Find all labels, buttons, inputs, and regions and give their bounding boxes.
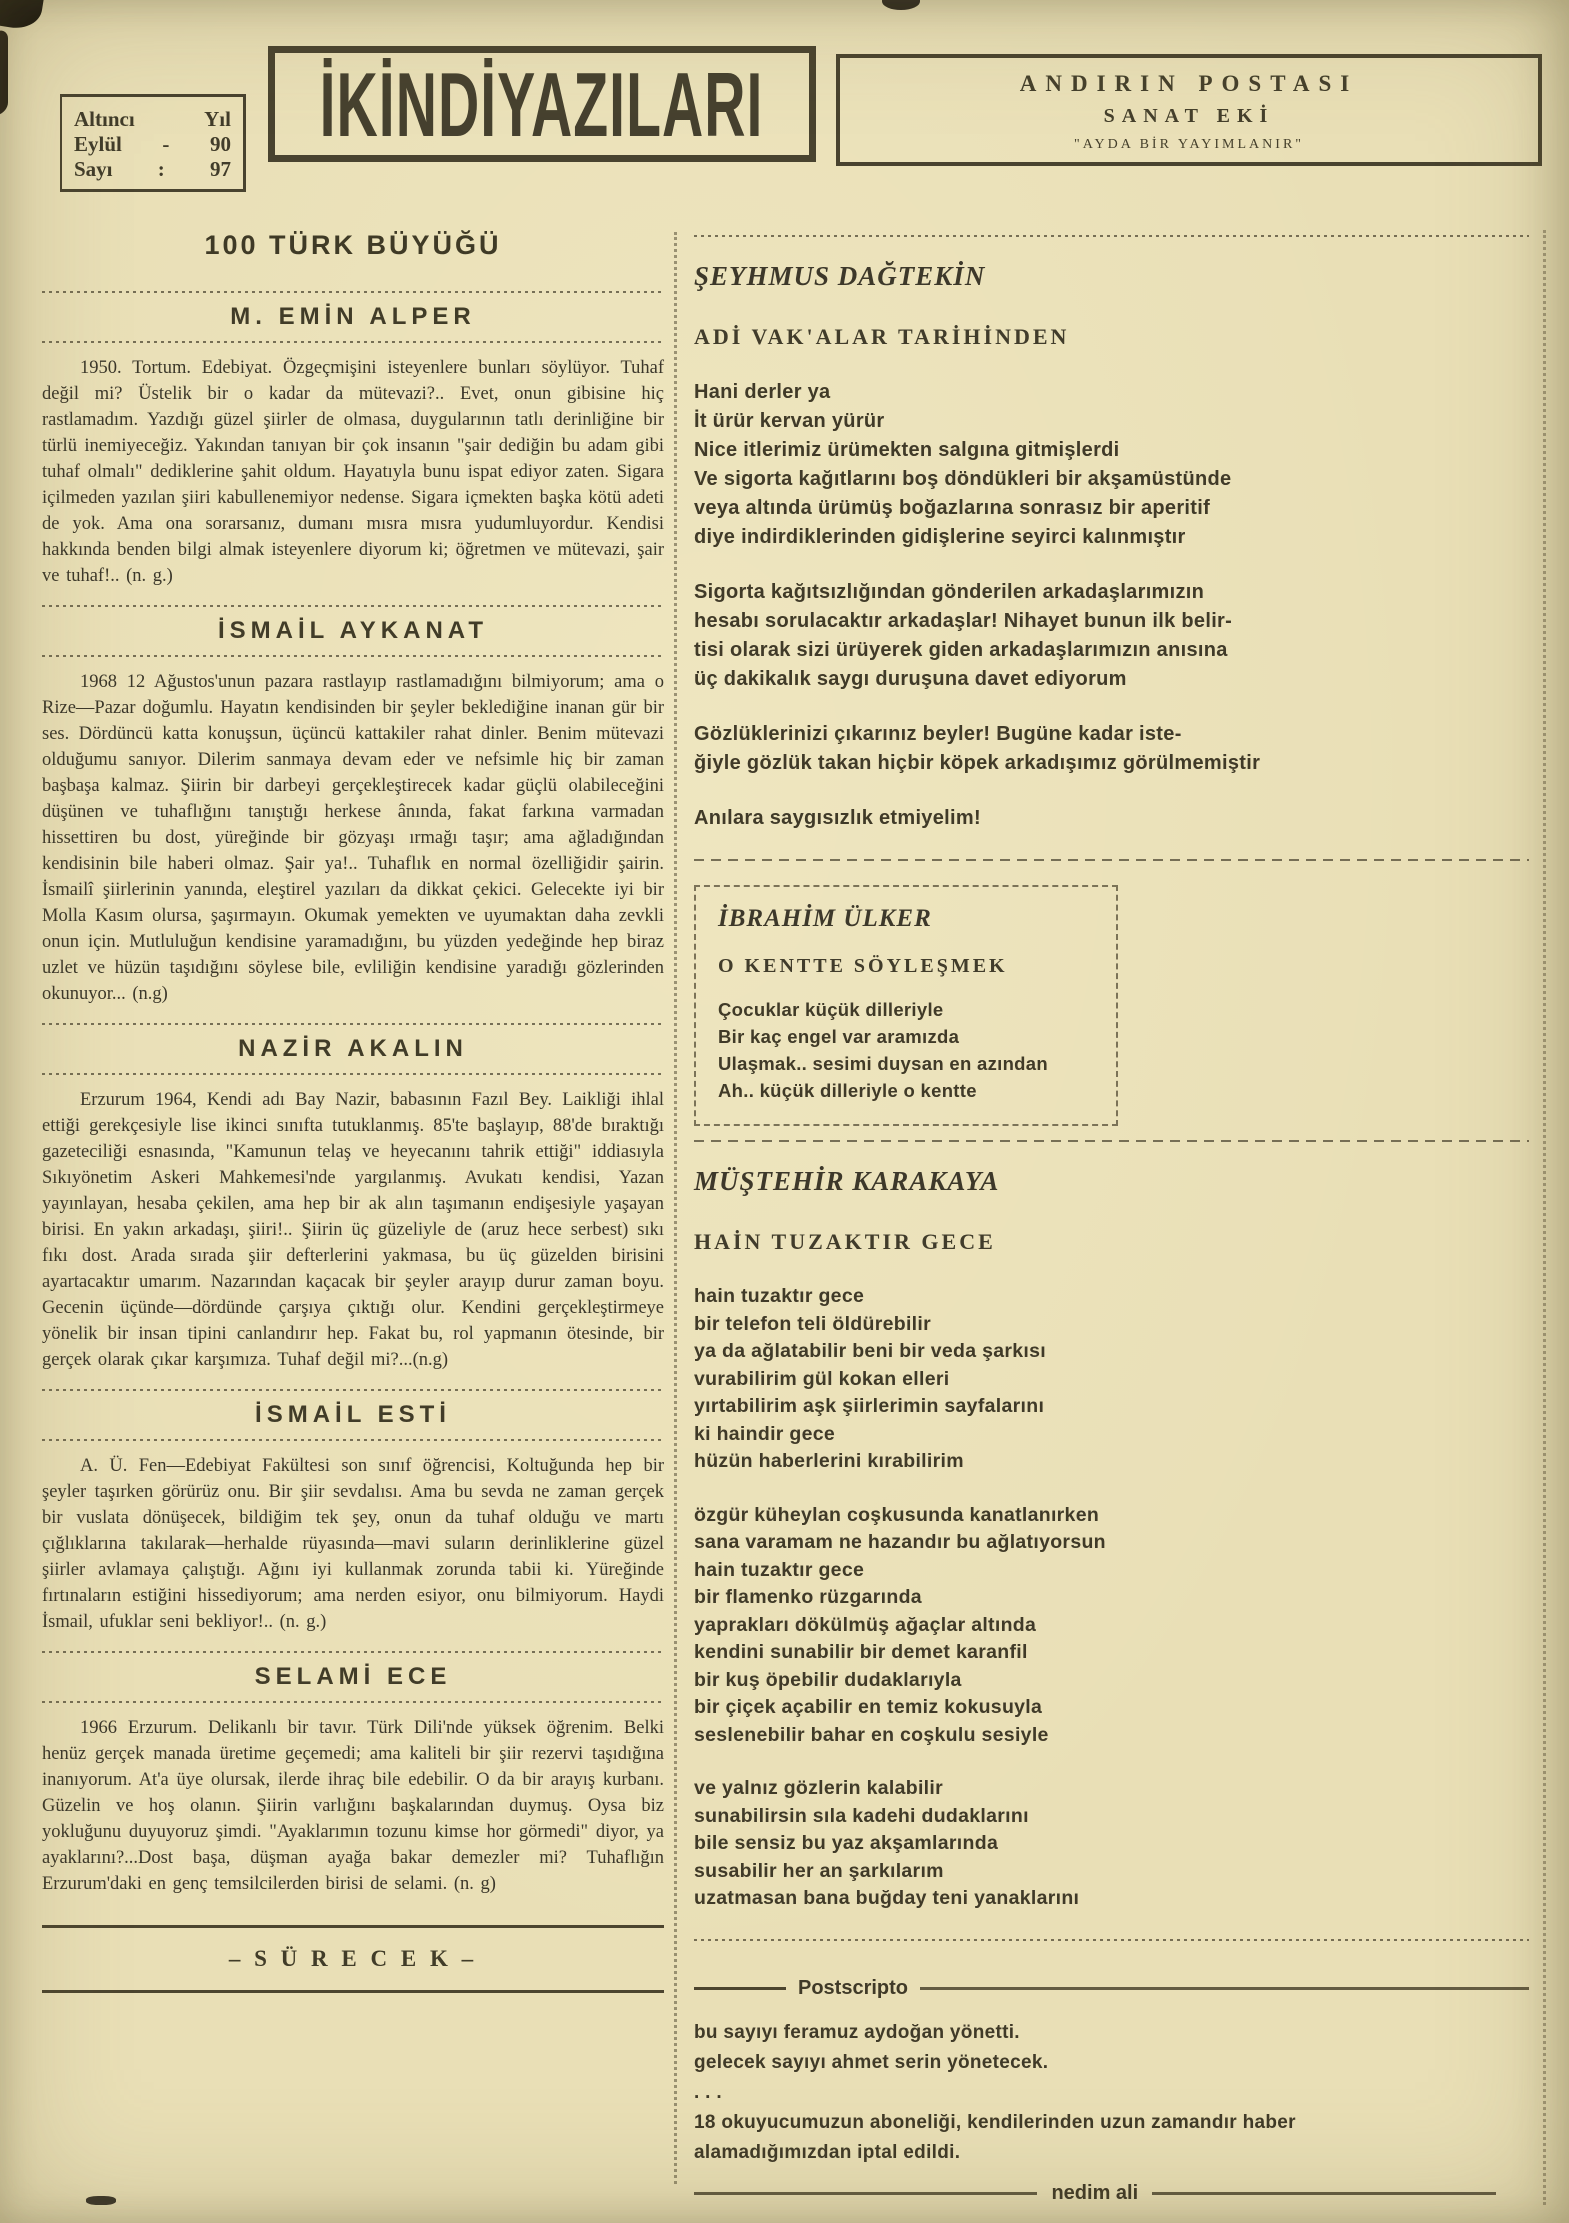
postscript-signature: nedim ali <box>1051 2181 1139 2204</box>
divider <box>42 1651 664 1653</box>
magazine-logo: İKİNDİYAZILARI <box>320 52 764 156</box>
issue-year-label: Altıncı <box>74 107 135 131</box>
publisher-supplement: SANAT EKİ <box>1103 105 1275 127</box>
poem-line: bir kuş öpebilir dudaklarıyla <box>694 1668 962 1691</box>
poem-line: seslenebilir bahar en coşkulu sesiyle <box>694 1723 1049 1746</box>
divider <box>42 1389 664 1391</box>
publisher-name: ANDIRIN POSTASI <box>1019 71 1359 96</box>
scan-artifact-notch <box>882 0 920 10</box>
poem-line: Nice itlerimiz ürümekten salgına gitmişlerdi <box>694 439 1120 461</box>
poet-name-ulker: İBRAHİM ÜLKER <box>718 905 932 932</box>
issue-info-box <box>60 94 246 192</box>
poem-stanza <box>694 1502 1529 1750</box>
poem-line: ya da ağlatabilir beni bir veda şarkısı <box>694 1340 1047 1362</box>
continued-label: – S Ü R E C E K – <box>228 1946 478 1971</box>
poem-stanza <box>694 578 1529 694</box>
poem-line: kendini sunabilir bir demet karanfil <box>694 1641 1028 1663</box>
left-column <box>42 224 664 1999</box>
divider <box>694 1987 786 1990</box>
issue-month-line <box>74 132 231 157</box>
divider <box>42 1439 664 1441</box>
issue-month-value: 90 <box>209 132 231 156</box>
poem-line: bir telefon teli öldürebilir <box>694 1312 932 1335</box>
column-separator <box>674 232 677 2184</box>
issue-month-sep: - <box>162 132 170 156</box>
issue-year-line <box>74 107 231 132</box>
poem-line: veya altında ürümüş boğazlarına sonrasız bir aperitif <box>694 497 1211 519</box>
divider <box>694 1939 1529 1941</box>
poem-line: hain tuzaktır gece <box>694 1558 865 1581</box>
poem-line: sana varamam ne hazandır bu ağlatıyorsun <box>694 1531 1106 1553</box>
poem-line: ki haindir gece <box>694 1422 836 1445</box>
postscript-line: gelecek sayıyı ahmet serin yönetecek. <box>694 2051 1049 2073</box>
divider <box>42 605 664 607</box>
poem-line: bile sensiz bu yaz akşamlarında <box>694 1832 999 1854</box>
poem-line: yırtabilirim aşk şiirlerimin sayfalarını <box>694 1395 1045 1417</box>
poem-line: sunabilirsin sıla kadehi dudaklarını <box>694 1804 1029 1827</box>
divider <box>694 235 1529 237</box>
postscript-section <box>694 1977 1529 2205</box>
poem-stanza <box>694 720 1529 778</box>
issue-number-label: Sayı <box>74 157 113 181</box>
poet-name-dagtekin: ŞEYHMUS DAĞTEKİN <box>694 261 986 291</box>
right-column <box>694 230 1546 2205</box>
postscript-header <box>694 1977 1529 2000</box>
postscript-line: bu sayıyı feramuz aydoğan yönetti. <box>694 2021 1020 2043</box>
poem-stanza <box>694 1283 1529 1476</box>
poem-line: hesabı sorulacaktır arkadaşlar! Nihayet bunun ilk belir- <box>694 610 1233 632</box>
poem-line: Anılara saygısızlık etmiyelim! <box>694 807 981 829</box>
poem-line: Çocuklar küçük dilleriyle <box>718 999 944 1020</box>
section-body-esti: A. Ü. Fen—Edebiyat Fakültesi son sınıf öğrencisi, Koltuğunda hep bir şeyler taşırken görürüz onu. Bir şiir sevdalısı. Ama bu sevda ne zaman gerçek bir vuslata dönüşecek, bildiğim tek şey, onun da tuhaf olduğu ve martı çığlıklarına takılarak—herhalde rüyasında—mavi suların derinliklerine güzel şiirler avlamaya çalıştığı. Ağını iyi kullanmak zorunda tabii ki. Yüreğinde fırtınaların estiğini hissediyorum; ama nerden esiyor, onu bilmiyorum. Haydi İsmail, ufuklar seni bekliyor!.. (n. g.) <box>42 1456 664 1632</box>
continued-block <box>42 1919 664 1999</box>
section-body-alper: 1950. Tortum. Edebiyat. Özgeçmişini isteyenlere bunları söylüyor. Tuhaf değil mi? Üstelik bir o kadar da mütevazi?.. Evet, onun gibisine hiç rastlamadım. Yazdığı güzel şiirler de olmasa, duygularının tatlı derinliğine bir türlü inemiyeceğiz. Yakından tanıyan bir çok insanın "şair dediğin bu adam gibi tuhaf olmalı" dediklerine şahit oldum. Hayatıyla bunu ispat ediyor zaten. Sigara içilmeden yazılan şiiri kabullenemiyor nedense. Sigara içmekten başka kötü adeti de yok. Ama ona sorarsanız, dumanı mısra mısra yudumluyordur. Kendisi hakkında benden bilgi almak isteyenlere diyorum ki; öğretmen ve mütevazi, şair ve tuhaf!.. (n. g.) <box>42 358 664 586</box>
postscript-label: Postscripto <box>798 1976 909 1999</box>
poem-section-dagtekin <box>694 261 1529 833</box>
poem-line: özgür küheylan coşkusunda kanatlanırken <box>694 1503 1100 1526</box>
poet-name-karakaya: MÜŞTEHİR KARAKAYA <box>694 1166 1000 1196</box>
poem-stanza <box>694 1775 1529 1913</box>
poem-line: Ulaşmak.. sesimi duysan en azından <box>718 1053 1048 1074</box>
poem-line: bir çiçek açabilir en temiz kokusuyla <box>694 1696 1043 1718</box>
divider <box>42 1990 664 1993</box>
poem-line: yaprakları dökülmüş ağaçlar altında <box>694 1613 1037 1636</box>
poem-line: hain tuzaktır gece <box>694 1285 865 1307</box>
divider <box>920 1987 1529 1990</box>
section-title-akalin: NAZİR AKALIN <box>238 1035 468 1062</box>
poem-line: Ah.. küçük dilleriyle o kentte <box>718 1080 977 1101</box>
poem-title-karakaya: HAİN TUZAKTIR GECE <box>694 1229 996 1254</box>
magazine-logo-box <box>268 46 816 162</box>
poem-stanza <box>694 804 1529 833</box>
poem-stanza <box>718 996 1094 1104</box>
poem-line: Gözlüklerinizi çıkarınız beyler! Bugüne kadar iste- <box>694 723 1182 745</box>
divider <box>42 1073 664 1075</box>
section-title-aykanat: İSMAİL AYKANAT <box>217 617 488 644</box>
issue-number-sep: : <box>157 157 165 181</box>
divider <box>42 1701 664 1703</box>
divider <box>42 291 664 293</box>
poem-line: Ve sigorta kağıtlarını boş döndükleri bir akşamüstünde <box>694 468 1232 490</box>
section-title-ece: SELAMİ ECE <box>254 1663 452 1690</box>
divider <box>42 655 664 657</box>
poem-line: Hani derler ya <box>694 381 831 403</box>
section-body-akalin: Erzurum 1964, Kendi adı Bay Nazir, babasının Fazıl Bey. Laikliği ihlal ettiği gerekçesiyle lise ikinci sınıfta tutuklanmış. 85'te başlayıp, 88'de bıraktığı gazeteciliği esnasında, "Kamunun telaş ve heyecanını tahrik ettiği" iddiasıyla Sıkıyönetim Askeri Mahkemesi'nde yargılanmış. Avukatı kendisi, Yazan yayınlayan, hesaba çekilen, ama hep bir ak alın taşımanın endişesiyle yaşayan birisi. En yakın arkadaşı, şiiri!.. Şiirin üç güzeliyle de (aruz hece serbest) sıkı fıkı dost. Arada sırada şiir defterlerini yakmasa, bu üç güzelden birisini ayartacaktır umarım. Nazarından kaçacak bir şeyler arayıp durur zaman boyu. Gecenin üçünde—dördünde çarşıya çıktığı olur. Kendini gerçekleştirmeye yönelik bir insan tipini canlandırır hep. Fakat bu, rol yapmanın ötesinde, bir gerçek olarak çıkar karşımıza. Tuhaf değil mi?...(n.g) <box>42 1090 664 1370</box>
poem-line: diye indirdiklerinden gidişlerine seyirci kalınmıştır <box>694 526 1186 548</box>
issue-month-label: Eylül <box>74 132 122 156</box>
divider <box>694 2192 1037 2195</box>
scan-artifact-corner <box>0 0 45 32</box>
issue-number-line <box>74 157 231 182</box>
divider <box>42 1023 664 1025</box>
poem-section-karakaya <box>694 1166 1529 1913</box>
divider <box>1152 2192 1495 2195</box>
poem-line: ğiyle gözlük takan hiçbir köpek arkadışımız görülmemiştir <box>694 752 1261 774</box>
poem-line: hüzün haberlerini kırabilirim <box>694 1450 964 1472</box>
poem-line: susabilir her an şarkılarım <box>694 1859 944 1882</box>
postscript-notes <box>694 2018 1304 2168</box>
poem-stanza <box>694 378 1529 552</box>
poem-line: Sigorta kağıtsızlığından gönderilen arkadaşlarımızın <box>694 581 1205 603</box>
issue-number-value: 97 <box>209 157 231 181</box>
poem-line: İt ürür kervan yürür <box>694 410 885 432</box>
poem-title-dagtekin: ADİ VAK'ALAR TARİHİNDEN <box>694 324 1070 349</box>
publisher-box <box>836 54 1542 166</box>
section-body-ece: 1966 Erzurum. Delikanlı bir tavır. Türk Dili'nde yüksek öğrenim. Belki henüz gerçek manada üretime geçemedi; ama kaliteli bir şiir rezervi taşıdığına inanıyorum. At'a üye olursak, ilerde ihraç bile edebilir. O da bir arayış kurbanı. Güzelin ve hoş olanın. Şiirin varlığını başkalarından duymuş. Oysa biz yokluğunu duyuyoruz şimdi. "Ayaklarımın tozunu kimse hor görmedi" diyor, ya ayaklarını?...Dost başa, düşman ayağa bakar demezler mi? Tuhaflığın Erzurum'daki en genç temsilcilerden birisi de selami. (n. g) <box>42 1718 664 1894</box>
poem-line: ve yalnız gözlerin kalabilir <box>694 1777 943 1799</box>
poem-line: vurabilirim gül kokan elleri <box>694 1367 950 1390</box>
section-title-alper: M. EMİN ALPER <box>230 303 476 330</box>
poem-title-ulker: O KENTTE SÖYLEŞMEK <box>718 955 1008 977</box>
poem-line: Bir kaç engel var aramızda <box>718 1026 960 1047</box>
postscript-signature-row <box>694 2182 1496 2205</box>
poem-line: uzatmasan bana buğday teni yanaklarını <box>694 1887 1080 1909</box>
scan-artifact-edge <box>0 28 8 115</box>
divider <box>42 341 664 343</box>
section-title-esti: İSMAİL ESTİ <box>255 1401 451 1428</box>
series-title: 100 TÜRK BÜYÜĞÜ <box>204 230 502 260</box>
scan-artifact-bottom <box>86 2196 116 2205</box>
section-body-aykanat: 1968 12 Ağustos'unun pazara rastlayıp rastlamadığını bilmiyorum; ama o Rize—Pazar doğumlu. Hayatın kendisinden bir şeyler beklediğine inanan gür bir ses. Dördüncü katta konuşsun, üçüncü kattakiler rahat dinler. Benim mütevazi olduğumu sanıyor. Dilerim sanmaya devam eder ve nefsimle hiç bir zaman başbaşa kalmaz. Şiirin bir darbeyi gerçekleştirecek kadar güçlü olabileceğini düşünen ve tuhaflığını tanıştığı herkese ânında, fakat farkına varmadan hissettiren bu dost, yüreğinde bir gözyaşı ırmağı taşır; ama ağladığından kendisinin bile haberi olmaz. Şair ya!.. Tuhaflık en normal özelliğidir şairin. İsmailî şiirlerinin yanında, eleştirel yazıları da dikkat çekici. Gelecekte iyi bir Molla Kasım olursa, şaşırmayın. Okumak yemekten ve uyumaktan daha zevkli onun için. Mutluluğun kendisine yaramadığını, bu yüzden yedeğinde hep biraz uzlet ve hüzün taşıdığını söylese bile, evliliğin kendisine yaradığı gözlerinden okunuyor... (n.g) <box>42 672 664 1004</box>
poem-line: bir flamenko rüzgarında <box>694 1586 922 1608</box>
postscript-line: 18 okuyucumuzun aboneliği, kendilerinden uzun zamandır haber alamadığımızdan iptal edildi. <box>694 2111 1296 2163</box>
poem-line: tisi olarak sizi ürüyerek giden arkadaşlarımızın anısına <box>694 639 1228 661</box>
issue-year-value: Yıl <box>204 107 231 131</box>
publisher-frequency: "AYDA BİR YAYIMLANIR" <box>1073 137 1304 152</box>
poem-line: üç dakikalık saygı duruşuna davet ediyorum <box>694 668 1127 690</box>
divider <box>694 859 1529 861</box>
poem-section-ulker <box>694 885 1118 1126</box>
postscript-line: . . . <box>694 2081 722 2103</box>
divider <box>694 1140 1529 1142</box>
divider <box>42 1925 664 1928</box>
